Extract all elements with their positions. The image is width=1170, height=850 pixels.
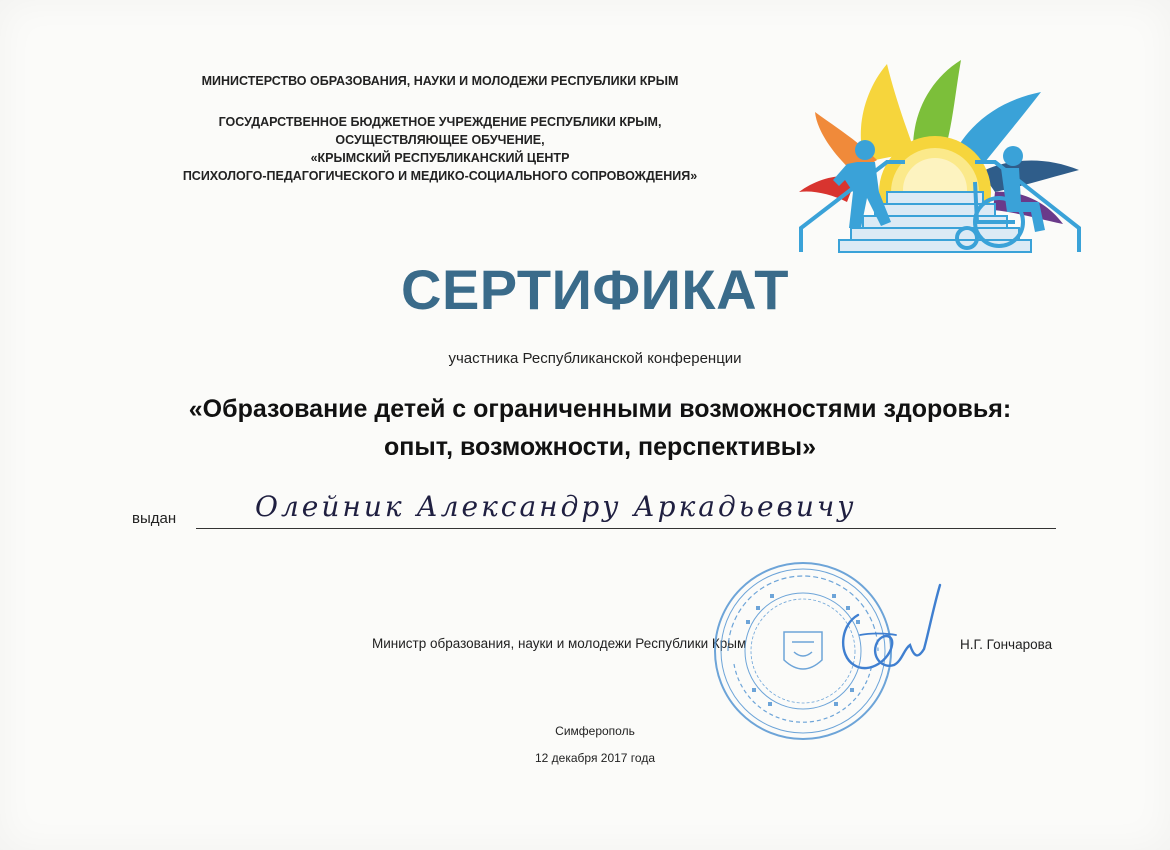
institution-heading xyxy=(110,113,770,185)
conference-title xyxy=(60,390,1140,466)
institution-line: ПСИХОЛОГО-ПЕДАГОГИЧЕСКОГО И МЕДИКО-СОЦИАЛЬНОГО СОПРОВОЖДЕНИЯ» xyxy=(182,169,698,183)
recipient-underline xyxy=(196,528,1056,529)
institution-line: «КРЫМСКИЙ РЕСПУБЛИКАНСКИЙ ЦЕНТР xyxy=(310,151,570,165)
conference-title-line: «Образование детей с ограниченными возможностями здоровья: xyxy=(188,395,1012,423)
handwritten-signature xyxy=(830,575,950,685)
conference-title-line: опыт, возможности, перспективы» xyxy=(384,433,816,461)
issued-label: выдан xyxy=(132,510,177,527)
certificate-subtitle: участника Республиканской конференции xyxy=(448,350,742,367)
institution-line: ГОСУДАРСТВЕННОЕ БЮДЖЕТНОЕ УЧРЕЖДЕНИЕ РЕСПУБЛИКИ КРЫМ, xyxy=(218,115,662,129)
issue-date: 12 декабря 2017 года xyxy=(534,751,656,765)
signatory-position: Министр образования, наук​и и молодежи Республики Крым xyxy=(372,636,747,651)
center-logo xyxy=(795,52,1085,260)
ministry-heading: МИНИСТЕРСТВО ОБРАЗОВАНИЯ, НАУКИ И МОЛОДЕЖИ РЕСПУБЛИКИ КРЫМ xyxy=(201,74,679,88)
institution-line: ОСУЩЕСТВЛЯЮЩЕЕ ОБУЧЕНИЕ, xyxy=(335,133,545,147)
signatory-name: Н.Г. Гончарова xyxy=(960,637,1053,652)
certificate-title: СЕРТИФИКАТ xyxy=(401,258,789,321)
recipient-name: Олейник Александру Аркадьевичу xyxy=(255,490,857,523)
issue-city: Симферополь xyxy=(555,724,635,738)
